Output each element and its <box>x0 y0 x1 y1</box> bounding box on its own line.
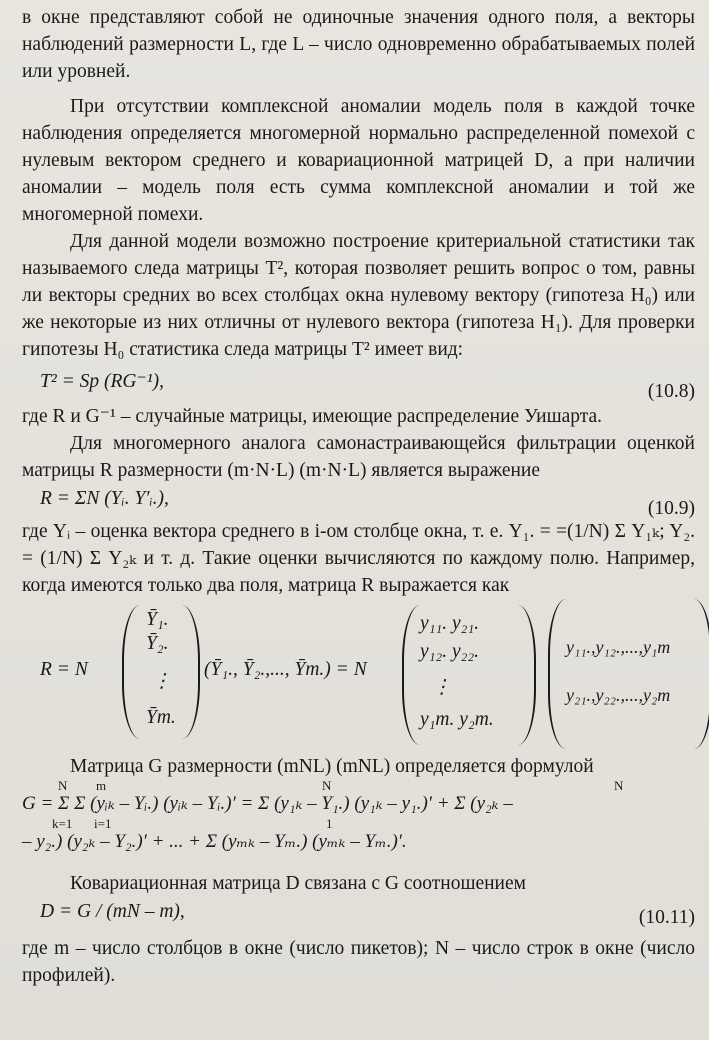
paragraph-5: Для многомерного аналога самонастраивающейся фильтрации оценкой матрицы R размерности (m·N·L) (m·N·L) является выражение <box>22 433 695 481</box>
g-sum-k1: k=1 <box>52 816 73 831</box>
paragraph-3: Для данной модели возможно построение критериальной статистики так называемого следа матрицы T², которая позволяет решить вопрос о том, равны ли векторы средних во всех столбцах окна нулевому вектору (гипотеза H₀) или же некоторые из них отличны от нулевого вектора (гипотеза H₁). Для проверки гипотезы H₀ статистика следа матрицы T² имеет вид: <box>22 231 695 360</box>
matrix-a-row-2: y₁₂. y₂₂. <box>420 641 480 662</box>
matrix-a-dots: ⋮ <box>432 677 452 698</box>
matrix-a-right-paren <box>518 605 536 745</box>
right-paren <box>182 605 200 739</box>
equation-10-8-body: T² = Sp (RG⁻¹), <box>40 371 164 392</box>
matrix-lhs: R = N <box>40 659 88 680</box>
g-sum-N-3: N <box>614 778 624 793</box>
equation-10-8 <box>22 367 695 402</box>
g-sum-i1: i=1 <box>94 816 112 831</box>
g-formula <box>22 780 695 858</box>
column-vector-2: Ȳ₂. <box>146 633 169 654</box>
matrix-R-expansion <box>22 599 695 749</box>
g-line-1: G = Σ Σ (yᵢₖ – Yᵢ.) (yᵢₖ – Yᵢ.)′ = Σ (y₁ₖ – Y₁.) (y₁ₖ – y₁.)′ + Σ (y₂ₖ – <box>22 793 513 814</box>
equation-10-8-number: (10.8) <box>647 381 695 402</box>
g-line-2: – y₂.) (y₂ₖ – Y₂.)′ + ... + Σ (yₘₖ – Yₘ.) (yₘₖ – Yₘ.)′. <box>22 831 407 852</box>
paragraph-6: где Yᵢ – оценка вектора среднего в i-ом столбце окна, т. е. Y₁. = =(1/N) Σ Y₁ₖ; Y₂. = (1/N) Σ Y₂ₖ и т. д. Такие оценки вычисляются по каждому полю. Например, когда имеются только два поля, матрица R выражается как <box>22 521 695 596</box>
matrix-b-left-paren <box>548 599 566 749</box>
matrix-b-row-2: y₂₁.,y₂₂.,...,y₂m <box>566 685 671 705</box>
g-sum-1: 1 <box>326 816 333 831</box>
row-vector: (Ȳ₁., Ȳ₂.,..., Ȳm.) = N <box>204 659 367 680</box>
paragraph-4: где R и G⁻¹ – случайные матрицы, имеющие распределение Уишарта. <box>22 406 603 427</box>
left-paren <box>122 605 140 739</box>
matrix-a-left-paren <box>402 605 420 745</box>
equation-10-11 <box>22 897 695 927</box>
matrix-a-row-m: y₁m. y₂m. <box>420 709 494 730</box>
equation-10-9 <box>22 484 695 519</box>
g-sum-m: m <box>96 778 107 793</box>
column-vector-1: Ȳ₁. <box>146 609 169 630</box>
g-sum-N-2: N <box>322 778 332 793</box>
column-dots: ⋮ <box>152 671 172 692</box>
paragraph-9: где m – число столбцов в окне (число пикетов); N – число строк в окне (число профилей). <box>22 938 695 986</box>
equation-10-9-body: R = ΣN (Yᵢ. Y′ᵢ.), <box>40 488 169 509</box>
matrix-a-row-1: y₁₁. y₂₁. <box>420 613 480 634</box>
matrix-b-row-1: y₁₁.,y₁₂.,...,y₁m <box>566 637 671 657</box>
matrix-b-right-paren <box>694 599 709 749</box>
paragraph-2: При отсутствии комплексной аномалии модель поля в каждой точке наблюдения определяется многомерной нормально распределенной помехой с нулевым вектором среднего и ковариационной матрицей D, а при наличии аномалии – модель поля есть сумма комплексной аномалии и той же многомерной помехи. <box>22 96 695 225</box>
equation-10-11-body: D = G / (mN – m), <box>40 901 185 922</box>
paragraph-7: Матрица G размерности (mNL) (mNL) определяется формулой <box>70 756 594 777</box>
column-vector-m: Ȳm. <box>146 707 176 728</box>
equation-10-9-number: (10.9) <box>647 498 695 519</box>
paragraph-8: Ковариационная матрица D связана с G соотношением <box>70 873 526 894</box>
g-sum-N: N <box>58 778 68 793</box>
equation-10-11-number: (10.11) <box>638 907 695 928</box>
paragraph-1: в окне представляют собой не одиночные значения одного поля, а векторы наблюдений размерности L, где L – число одновременно обрабатываемых полей или уровней. <box>22 7 695 82</box>
